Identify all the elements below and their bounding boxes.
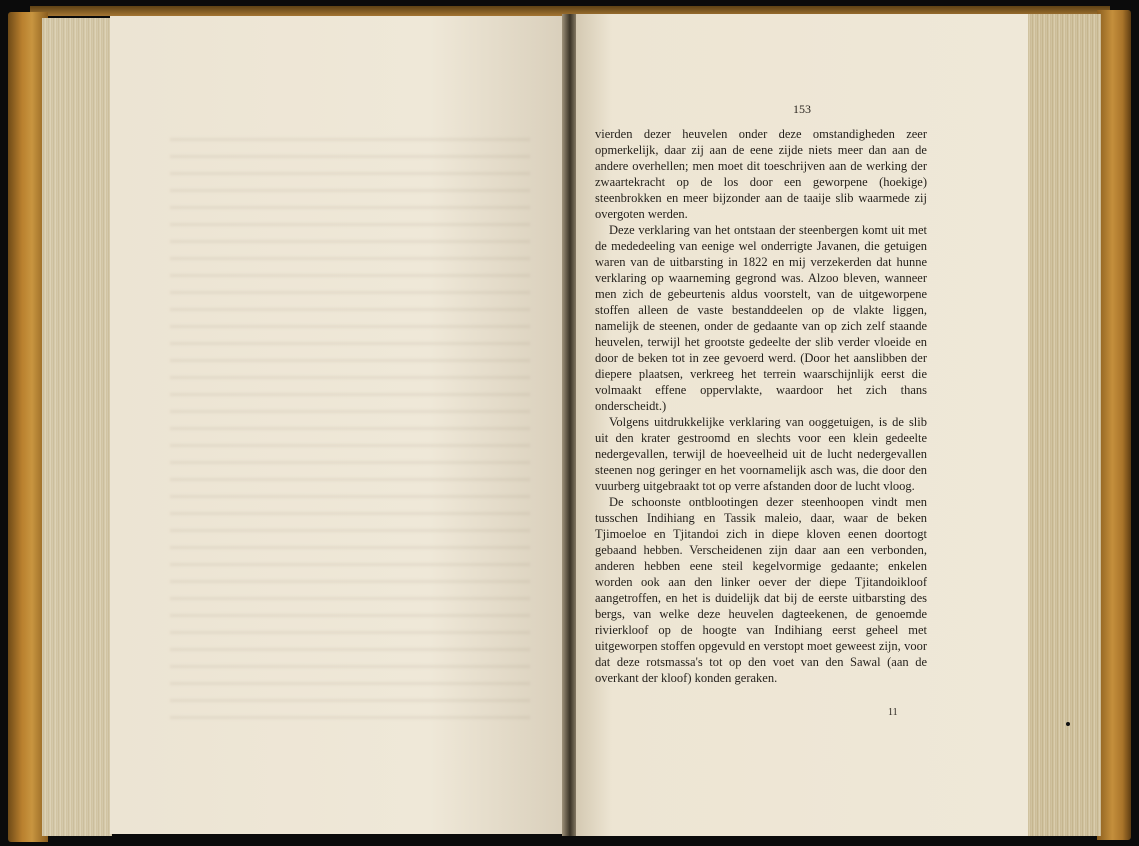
dust-speck xyxy=(1066,722,1070,726)
page-edges-left xyxy=(42,18,112,836)
paragraph-2: Deze verklaring van het ontstaan der steenbergen komt uit met de mededeeling van eenige wel onderrigte Javanen, die getuigen waren van de uitbarsting in 1822 en mij verzekerden dat hunne verklaring op waarneming gegrond was. Alzoo bleven, wanneer men zich de gebeurtenis aldus voorstelt, van de uitgeworpene stoffen alleen de vaste bestanddeelen op de vlakte liggen, namelijk de steenen, onder de gedaante van op zich zelf staande heuvelen, terwijl het grootste gedeelte der slib verder vloeide en door de beken tot in zee gevoerd werd. (Door het aanslibben der diepere plaatsen, verkreeg het terrein waarschijnlijk eerst die volmaakt effene oppervlakte, waardoor het zich thans onderscheidt.) xyxy=(595,223,927,413)
right-page xyxy=(576,14,1028,836)
show-through-text xyxy=(170,124,530,724)
page-number: 153 xyxy=(793,102,811,116)
paragraph-4: De schoonste ontblootingen dezer steenhoopen vindt men tusschen Indihiang en Tassik maleio, daar, waar de beken Tjimoeloe en Tjitandoi zich in diepe kloven eenen doortogt gebaand hebben. Verscheidenen zijn daar aan een verbonden, anderen hebben eene steil kegelvormige gedaante; enkelen worden ook aan den linker oever der diepe Tjitandoikloof aangetroffen, en het is duidelijk dat bij de eerste uitbarsting des bergs, van welke deze heuvelen dagteekenen, de genoemde rivierkloof op de hoogte van Indihiang eerst geheel met uitgeworpen stoffen opgevuld en verstopt moet geweest zijn, voor dat deze rotsmassa's tot op den voet van den Sawal (aan de overkant der kloof) konden geraken. xyxy=(595,495,927,685)
paragraph-1: vierden dezer heuvelen onder deze omstandigheden zeer opmerkelijk, daar zij aan de eene zijde niets meer dan aan de andere overhellen; men moet dit toeschrijven aan de werking der zwaartekracht op de los door een geworpene (hoekige) steenbrokken en meer bijzonder aan de taaije slib waarmede zij overgoten werden. xyxy=(595,127,927,221)
paragraph-3: Volgens uitdrukkelijke verklaring van ooggetuigen, is de slib uit den krater gestroomd en slechts voor een klein gedeelte nedergevallen, terwijl de hoeveelheid uit de lucht nedergevallen steenen nog geringer en het voornamelijk asch was, die door den vuurberg uitgebraakt tot op verre afstanden door de lucht vloog. xyxy=(595,415,927,493)
signature-mark: 11 xyxy=(888,707,898,718)
book-cover-right xyxy=(1097,10,1131,840)
left-page-blank xyxy=(110,16,566,834)
page-edges-right xyxy=(1026,14,1101,836)
page-text-block xyxy=(595,126,927,686)
